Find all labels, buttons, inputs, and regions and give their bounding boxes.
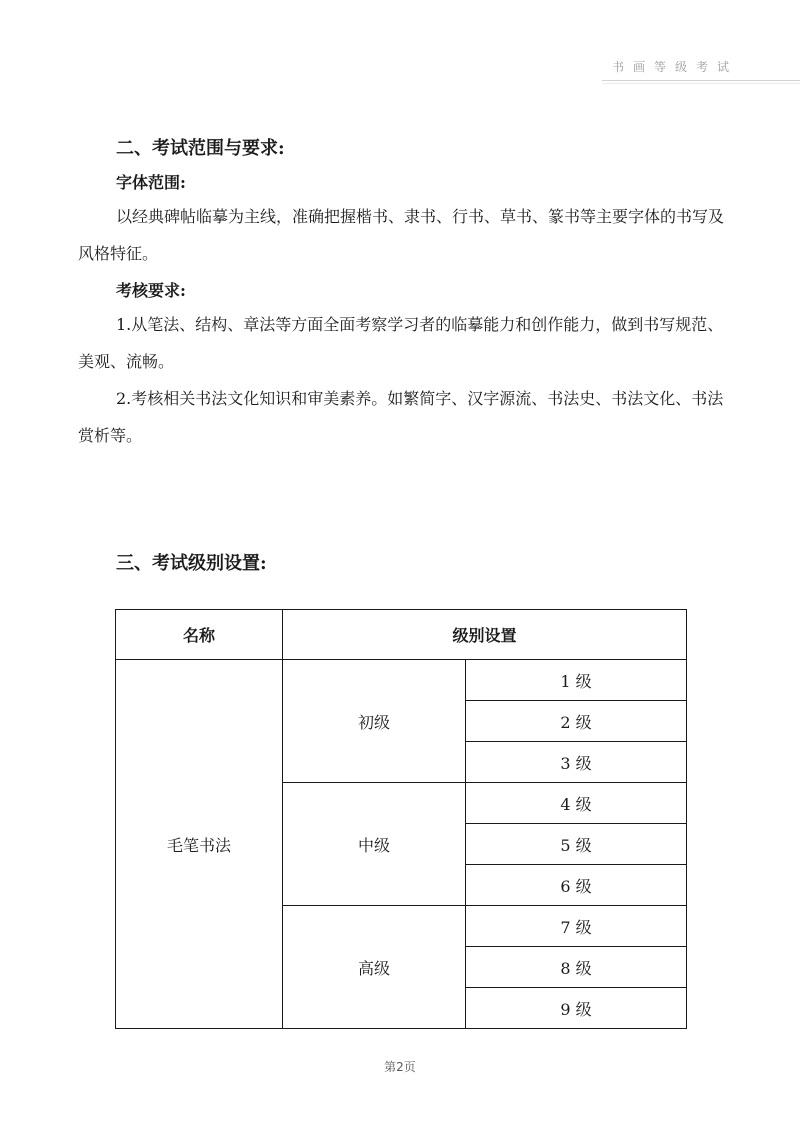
level-table <box>115 609 687 1029</box>
table-row <box>116 660 687 701</box>
level-cell: 3 级 <box>466 742 687 783</box>
page-number: 第2页 <box>384 1060 416 1074</box>
running-header: 书画等级考试 <box>612 60 739 74</box>
subtitle-requirements: 考核要求: <box>116 281 186 300</box>
level-cell: 7 级 <box>466 906 687 947</box>
group-cell-beginner: 初级 <box>283 660 466 783</box>
paragraph-font-range: 以经典碑帖临摹为主线，准确把握楷书、隶书、行书、草书、篆书等主要字体的书写及风格特征。 <box>78 207 725 263</box>
level-cell: 5 级 <box>466 824 687 865</box>
subject-cell: 毛笔书法 <box>116 660 283 1029</box>
level-cell: 2 级 <box>466 701 687 742</box>
header-levels: 级别设置 <box>283 610 687 660</box>
table-header-row <box>116 610 687 660</box>
paragraph-requirement-2: 2.考核相关书法文化知识和审美素养。如繁简字、汉字源流、书法史、书法文化、书法赏析等。 <box>78 389 724 445</box>
level-cell: 6 级 <box>466 865 687 906</box>
header-name: 名称 <box>116 610 283 660</box>
section-title-scope: 二、考试范围与要求: <box>116 138 285 159</box>
level-cell: 9 级 <box>466 988 687 1029</box>
level-cell: 8 级 <box>466 947 687 988</box>
paragraph-requirement-1: 1.从笔法、结构、章法等方面全面考察学习者的临摹能力和创作能力，做到书写规范、美观、流畅。 <box>78 315 724 371</box>
group-cell-advanced: 高级 <box>283 906 466 1029</box>
section-title-levels: 三、考试级别设置: <box>116 553 267 574</box>
subtitle-font-range: 字体范围: <box>116 173 186 192</box>
level-cell: 4 级 <box>466 783 687 824</box>
header-rule <box>602 80 800 81</box>
level-cell: 1 级 <box>466 660 687 701</box>
group-cell-intermediate: 中级 <box>283 783 466 906</box>
header-rule-secondary <box>602 83 800 84</box>
